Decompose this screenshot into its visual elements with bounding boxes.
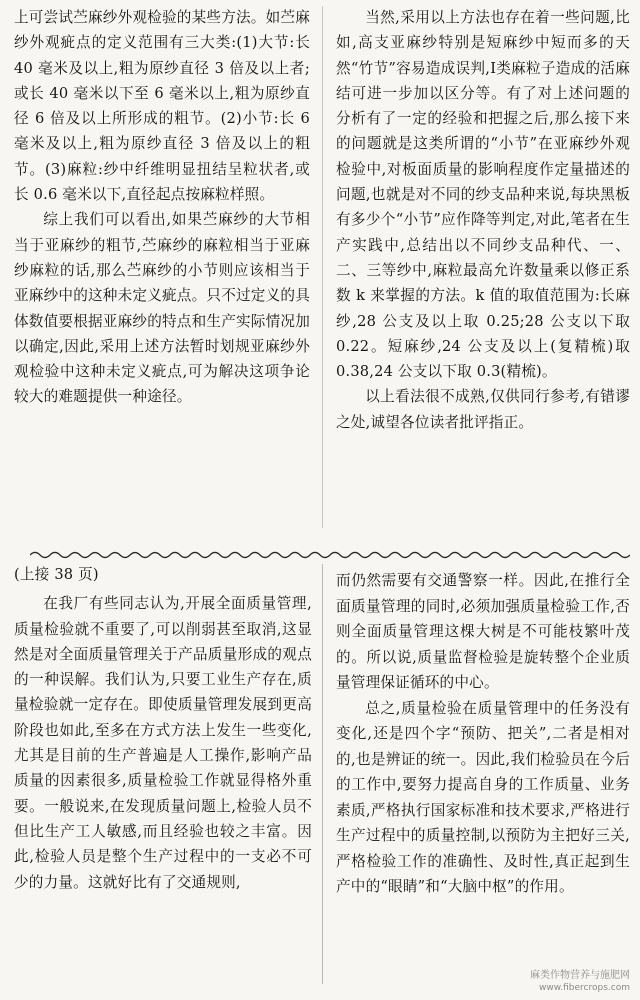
column-divider — [322, 564, 323, 984]
wavy-line — [30, 553, 630, 558]
wavy-section-divider — [30, 549, 630, 561]
paragraph-quality-inspection: 在我厂有些同志认为,开展全面质量管理,质量检验就不重要了,可以削弱甚至取消,这显然是对全面质量管理关于产品质量形成的观点的一种误解。我们认为,只要工业生产存在,质量检验就一定存在。即使质量管理发展到更高阶段也如此,至多在方式方法上发生一些变化,尤其是目前的生产普遍是人工操作,影响产品质量的因素很多,质量检验工作就显得格外重要。一般说来,在发现质量问题上,检验人员不但比生产工人敏感,而且经验也较之丰富。因此,检验人员是整个生产过程中的一支必不可少的力量。这就好比有了交通规则, — [14, 595, 312, 891]
paragraph-conclusion: 总之,质量检验在质量管理中的任务没有变化,还是四个字“预防、把关”,二者是相对的,也是辨证的统一。因此,我们检验员在今后的工作中,要努力提高自身的工作质量、业务素质,严格执行国家标准和技术要求,严格进行生产过程中的质量控制,以预防为主把好三关,严格检验工作的准确性、及时性,真正起到生产中的“眼睛”和“大脑中枢”的作用。 — [336, 699, 630, 895]
bottom-right-column — [336, 568, 630, 900]
watermark-url: www.fibercrops.com — [539, 983, 630, 993]
paragraph-summary: 综上我们可以看出,如果苎麻纱的大节相当于亚麻纱的粗节,苎麻纱的麻粒相当于亚麻纱麻粒的话,那么苎麻纱的小节则应该相当于亚麻纱中的这种未定义疵点。只不过定义的具体数值要根据亚麻纱的特点和生产实际情况加以确定,因此,采用上述方法暂时划规亚麻纱外观检验中这种未定义疵点,可为解决这项争论较大的难题提供一种途径。 — [14, 211, 310, 406]
bottom-left-column — [14, 562, 312, 895]
paragraph-closing-remarks: 以上看法很不成熟,仅供同行参考,有错谬之处,诚望各位读者批评指正。 — [336, 388, 630, 431]
paragraph-traffic-police: 而仍然需要有交通警察一样。因此,在推行全面质量管理的同时,必须加强质量检验工作,否则全面质量管理这棵大树是不可能枝繁叶茂的。所以说,质量监督检验是旋转整个企业质量管理保证循环的中心。 — [336, 572, 630, 691]
column-divider — [322, 6, 323, 528]
top-right-column — [336, 5, 630, 435]
top-left-column — [14, 5, 310, 410]
watermark-site-name: 麻类作物营养与施肥网 — [530, 970, 630, 981]
paragraph-defect-definitions: 上可尝试苎麻纱外观检验的某些方法。如苎麻纱外观疵点的定义范围有三大类:(1)大节:长 40 毫米及以上,粗为原纱直径 3 倍及以上者;或长 40 毫米以下至 6 毫米以上,粗为原纱直径 6 倍及以上所形成的粗节。(2)小节:长 6 毫米及以上,粗为原纱直径 3 倍及以上的粗节。(3)麻粒:纱中纤维明显扭结呈粒状者,或长 0.6 毫米以下,直径起点按麻粒样照。 — [14, 9, 310, 204]
paragraph-problems: 当然,采用以上方法也存在着一些问题,比如,高支亚麻纱特别是短麻纱中短而多的天然“竹节”容易造成误判,Ⅰ类麻粒子造成的活麻结可进一步加以区分等。有了对上述问题的分析有了一定的经验和把握之后,那么接下来的问题就是这类所谓的“小节”在亚麻纱外观检验中,对板面质量的影响程度作定量描述的问题,也就是对不同的纱支品种来说,每块黑板有多少个“小节”应作降等判定,对此,笔者在生产实践中,总结出以不同纱支品种代、一、二、三等纱中,麻粒最高允许数量乘以修正系数 k 来掌握的方法。k 值的取值范围为:长麻纱,28 公支及以上取 0.25;28 公支以下取 0.22。短麻纱,24 公支及以上(复精梳)取 0.38,24 公支以下取 0.3(精梳)。 — [336, 9, 630, 381]
site-watermark — [530, 970, 630, 994]
continuation-note: (上接 38 页) — [14, 566, 99, 583]
